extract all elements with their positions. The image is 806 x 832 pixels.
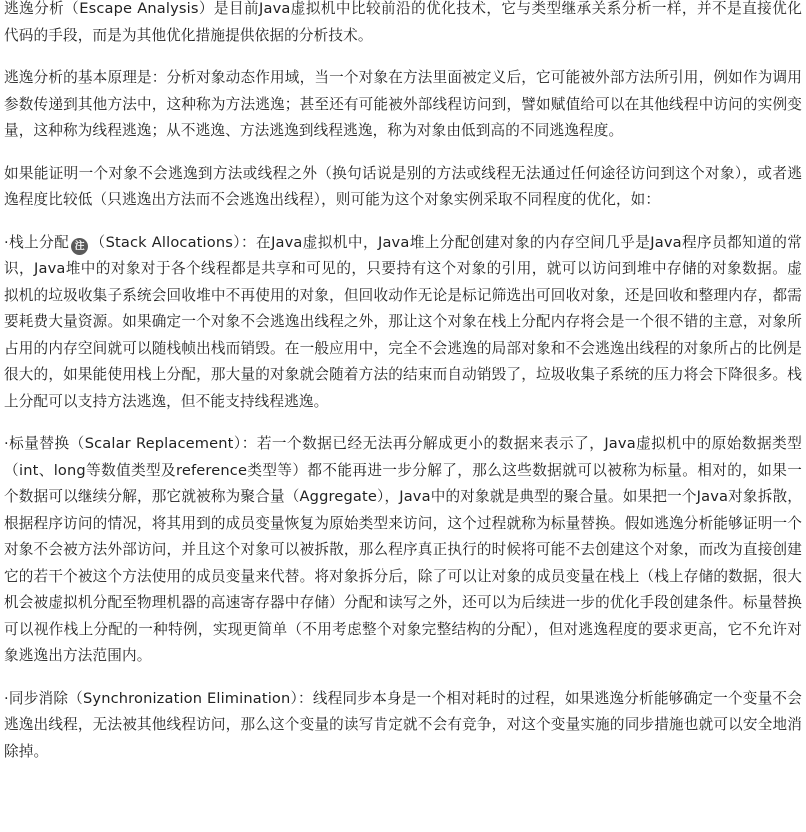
stack-allocation-term: ·栈上分配: [4, 233, 70, 251]
paragraph-scalar-replacement: ·标量替换（Scalar Replacement）：若一个数据已经无法再分解成更小的数据来表示了，Java虚拟机中的原始数据类型（int、long等数值类型及reference类型等）都不能再进一步分解了，那么这些数据就可以被称为标量。相对的，如果一个数据可以继续分解，那它就被称为聚合量（Aggregate），Java中的对象就是典型的聚合量。如果把一个Java对象拆散，根据程序访问的情况，将其用到的成员变量恢复为原始类型来访问，这个过程就称为标量替换。假如逃逸分析能够证明一个对象不会被方法外部访问，并且这个对象可以被拆散，那么程序真正执行的时候将可能不去创建这个对象，而改为直接创建它的若干个被这个方法使用的成员变量来代替。将对象拆分后，除了可以让对象的成员变量在栈上（栈上存储的数据，很大机会被虚拟机分配至物理机器的高速寄存器中存储）分配和读写之外，还可以为后续进一步的优化手段创建条件。标量替换可以视作栈上分配的一种特例，实现更简单（不用考虑整个对象完整结构的分配），但对逃逸程度的要求更高，它不允许对象逃逸出方法范围内。: [4, 435, 802, 664]
paragraph-optimization-conditions: 如果能证明一个对象不会逃逸到方法或线程之外（换句话说是别的方法或线程无法通过任何途径访问到这个对象），或者逃逸程度比较低（只逃逸出方法而不会逃逸出线程），则可能为这个对象实例采取不同程度的优化，如：: [4, 164, 802, 208]
paragraph-stack-allocation: [4, 230, 802, 416]
paragraph-synchronization-elimination: ·同步消除（Synchronization Elimination）：线程同步本身是一个相对耗时的过程，如果逃逸分析能够确定一个变量不会逃逸出线程，无法被其他线程访问，那么这个变量的读写肯定就不会有竞争，对这个变量实施的同步措施也就可以安全地消除掉。: [4, 689, 802, 760]
footnote-icon[interactable]: 注: [71, 238, 88, 255]
stack-allocation-text: （Stack Allocations）：在Java虚拟机中，Java堆上分配创建对象的内存空间几乎是Java程序员都知道的常识，Java堆中的对象对于各个线程都是共享和可见的，只要持有这个对象的引用，就可以访问到堆中存储的对象数据。虚拟机的垃圾收集子系统会回收堆中不再使用的对象，但回收动作无论是标记筛选出可回收对象，还是回收和整理内存，都需要耗费大量资源。如果确定一个对象不会逃逸出线程之外，那让这个对象在栈上分配内存将会是一个很不错的主意，对象所占用的内存空间就可以随栈帧出栈而销毁。在一般应用中，完全不会逃逸的局部对象和不会逃逸出线程的对象所占的比例是很大的，如果能使用栈上分配，那大量的对象就会随着方法的结束而自动销毁了，垃圾收集子系统的压力将会下降很多。栈上分配可以支持方法逃逸，但不能支持线程逃逸。: [4, 233, 803, 410]
paragraph-basic-principle: 逃逸分析的基本原理是：分析对象动态作用域，当一个对象在方法里面被定义后，它可能被外部方法所引用，例如作为调用参数传递到其他方法中，这种称为方法逃逸；甚至还有可能被外部线程访问到，譬如赋值给可以在其他线程中访问的实例变量，这种称为线程逃逸；从不逃逸、方法逃逸到线程逃逸，称为对象由低到高的不同逃逸程度。: [4, 69, 802, 139]
paragraph-escape-analysis-intro: 逃逸分析（Escape Analysis）是目前Java虚拟机中比较前沿的优化技术，它与类型继承关系分析一样，并不是直接优化代码的手段，而是为其他优化措施提供依据的分析技术。: [4, 0, 802, 44]
